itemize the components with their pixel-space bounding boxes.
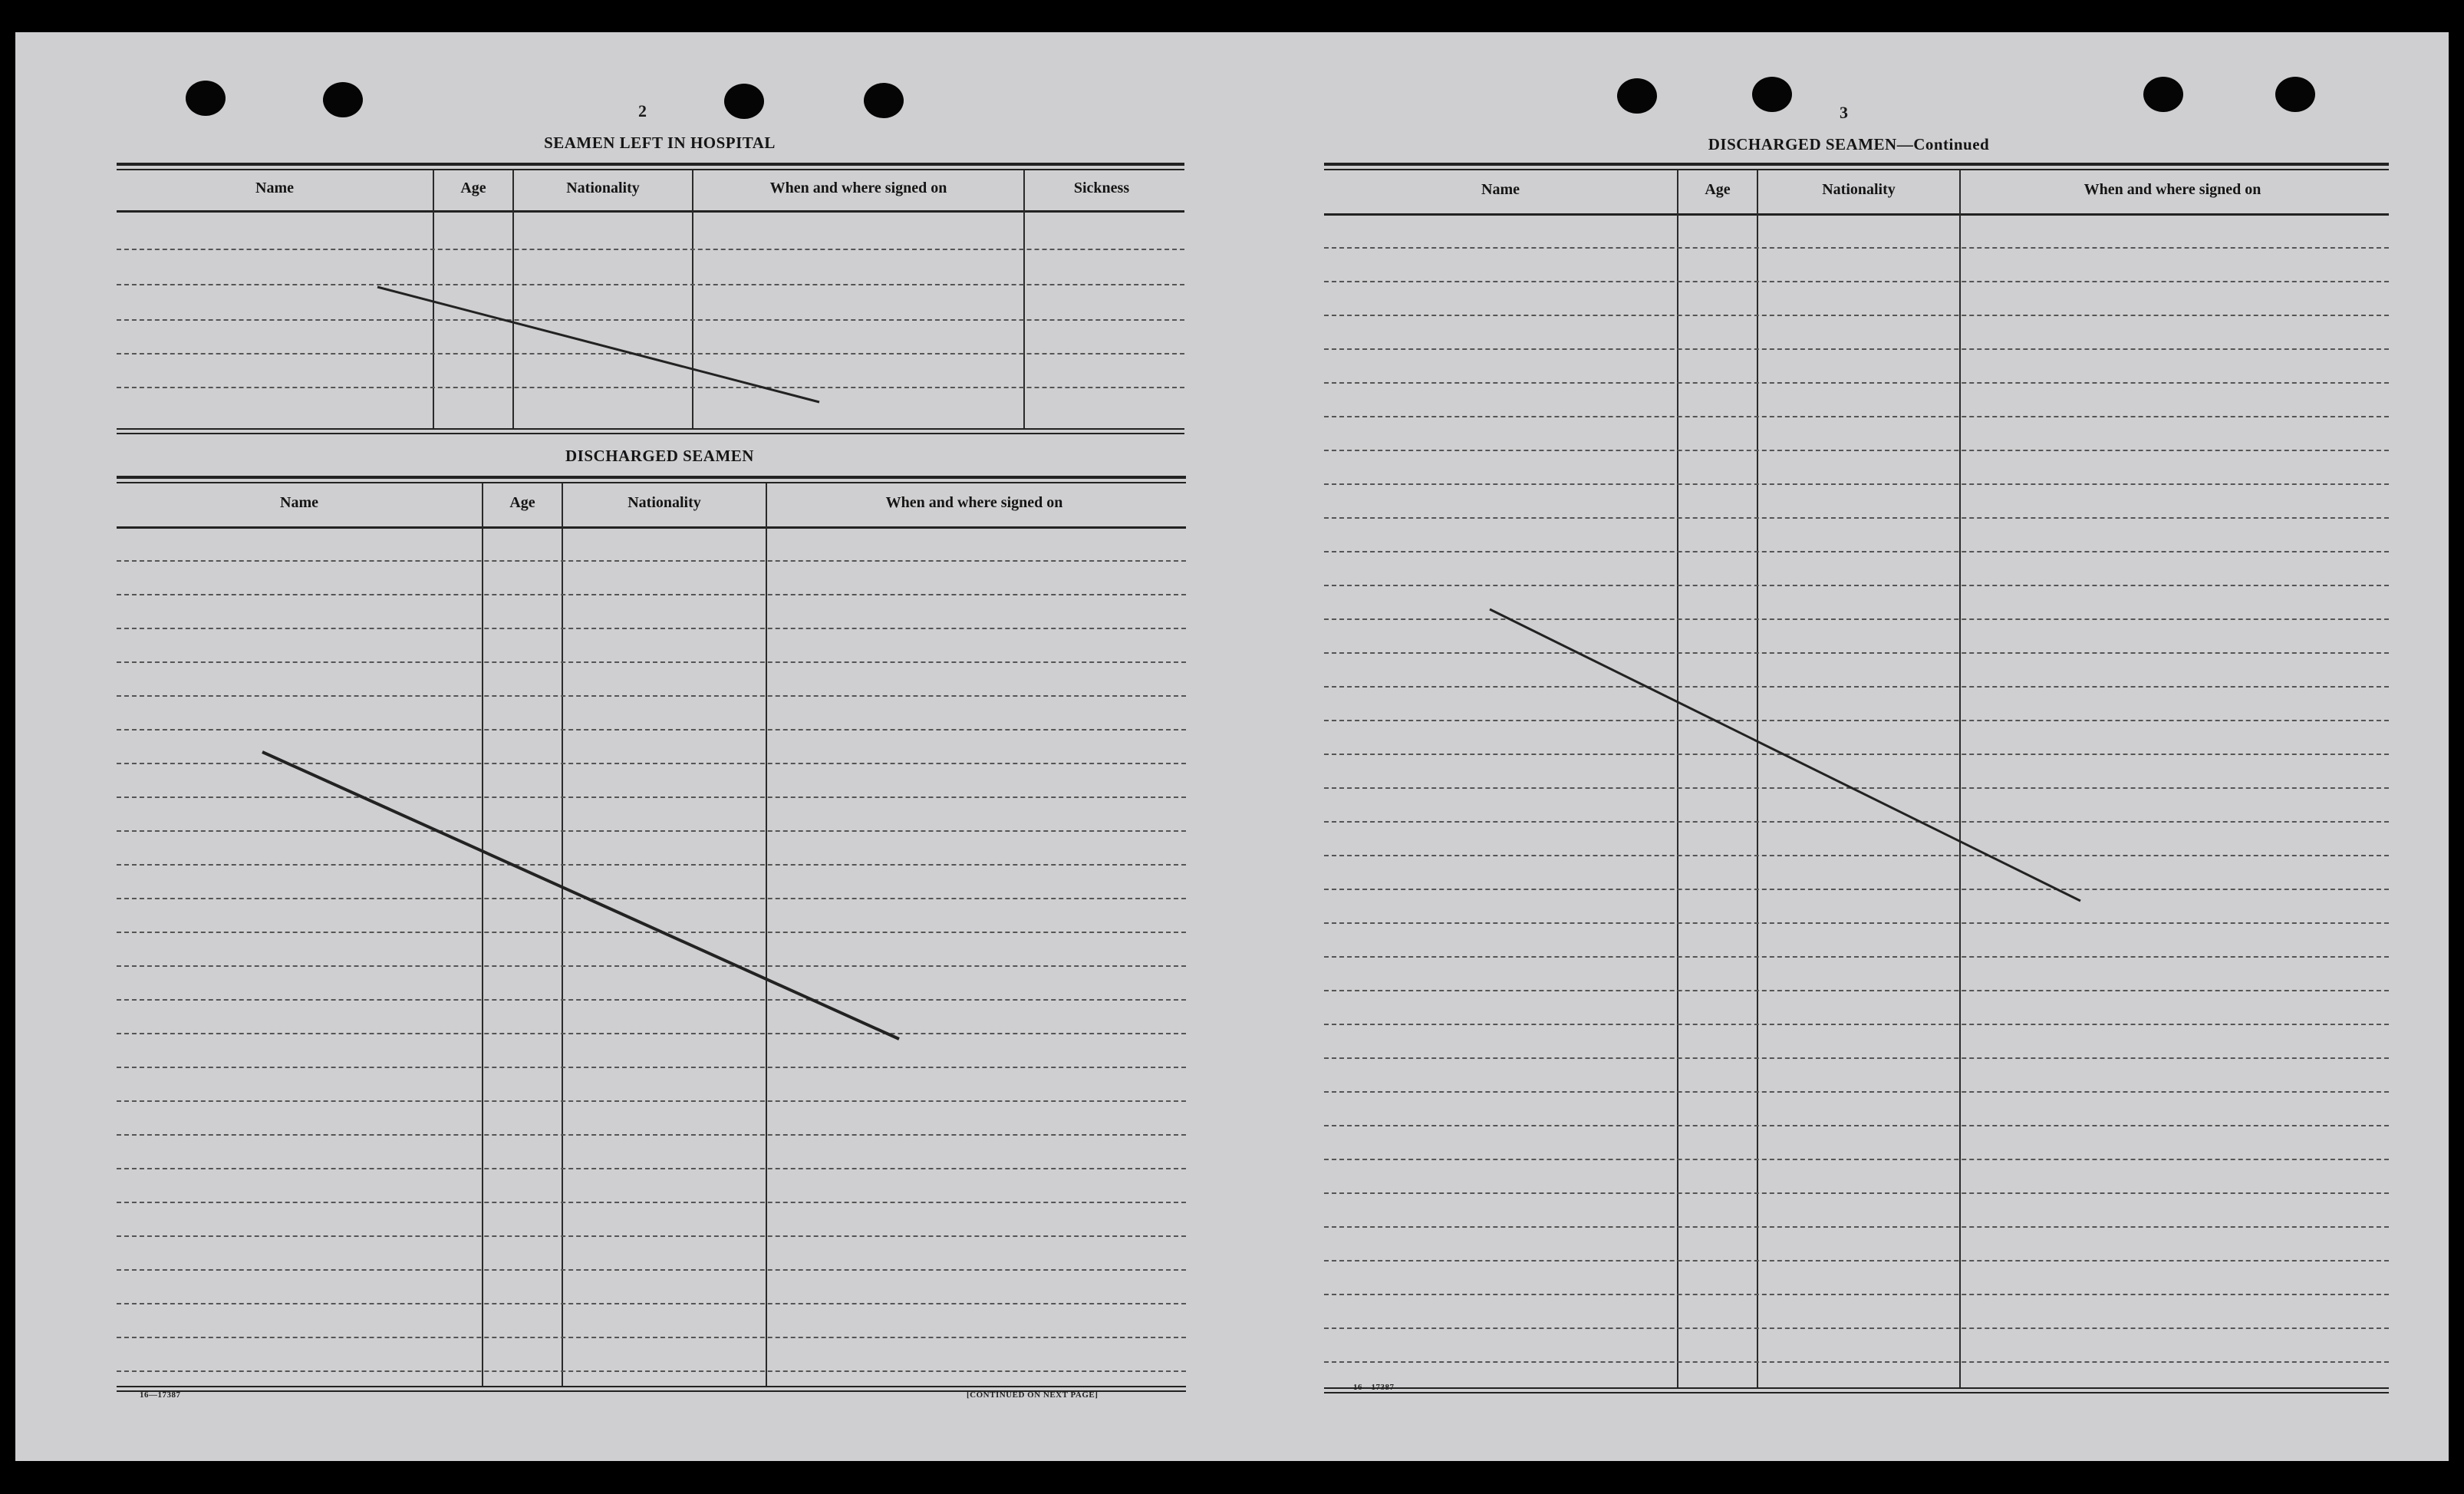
document-sheet <box>15 32 2449 1461</box>
column-header-age: Age <box>509 494 535 511</box>
column-header-nationality: Nationality <box>566 180 640 196</box>
column-header-age: Age <box>1705 181 1731 198</box>
column-header-name: Name <box>255 180 294 196</box>
column-header-name: Name <box>1481 181 1520 198</box>
strike-line-discharged-right <box>1490 609 2080 901</box>
column-header-signed-on: When and where signed on <box>885 494 1063 511</box>
strike-line-discharged-left <box>262 752 899 1039</box>
section-title: DISCHARGED SEAMEN—Continued <box>1708 135 1990 153</box>
strike-line-hospital <box>377 287 819 402</box>
column-header-nationality: Nationality <box>628 494 701 511</box>
page-number: 3 <box>1840 103 1848 122</box>
section-title: DISCHARGED SEAMEN <box>565 447 754 465</box>
column-header-name: Name <box>280 494 318 511</box>
column-header-age: Age <box>460 180 486 196</box>
column-header-signed-on: When and where signed on <box>769 180 947 196</box>
column-header-sickness: Sickness <box>1073 180 1130 196</box>
form-number: 16—17387 <box>1353 1383 1395 1392</box>
continued-note: [CONTINUED ON NEXT PAGE] <box>967 1390 1099 1400</box>
column-header-nationality: Nationality <box>1822 181 1896 198</box>
strike-lines <box>15 32 2449 1461</box>
page-number: 2 <box>638 101 647 120</box>
form-number: 16—17387 <box>140 1390 181 1400</box>
column-header-signed-on: When and where signed on <box>2084 181 2261 198</box>
section-title: SEAMEN LEFT IN HOSPITAL <box>544 134 776 152</box>
